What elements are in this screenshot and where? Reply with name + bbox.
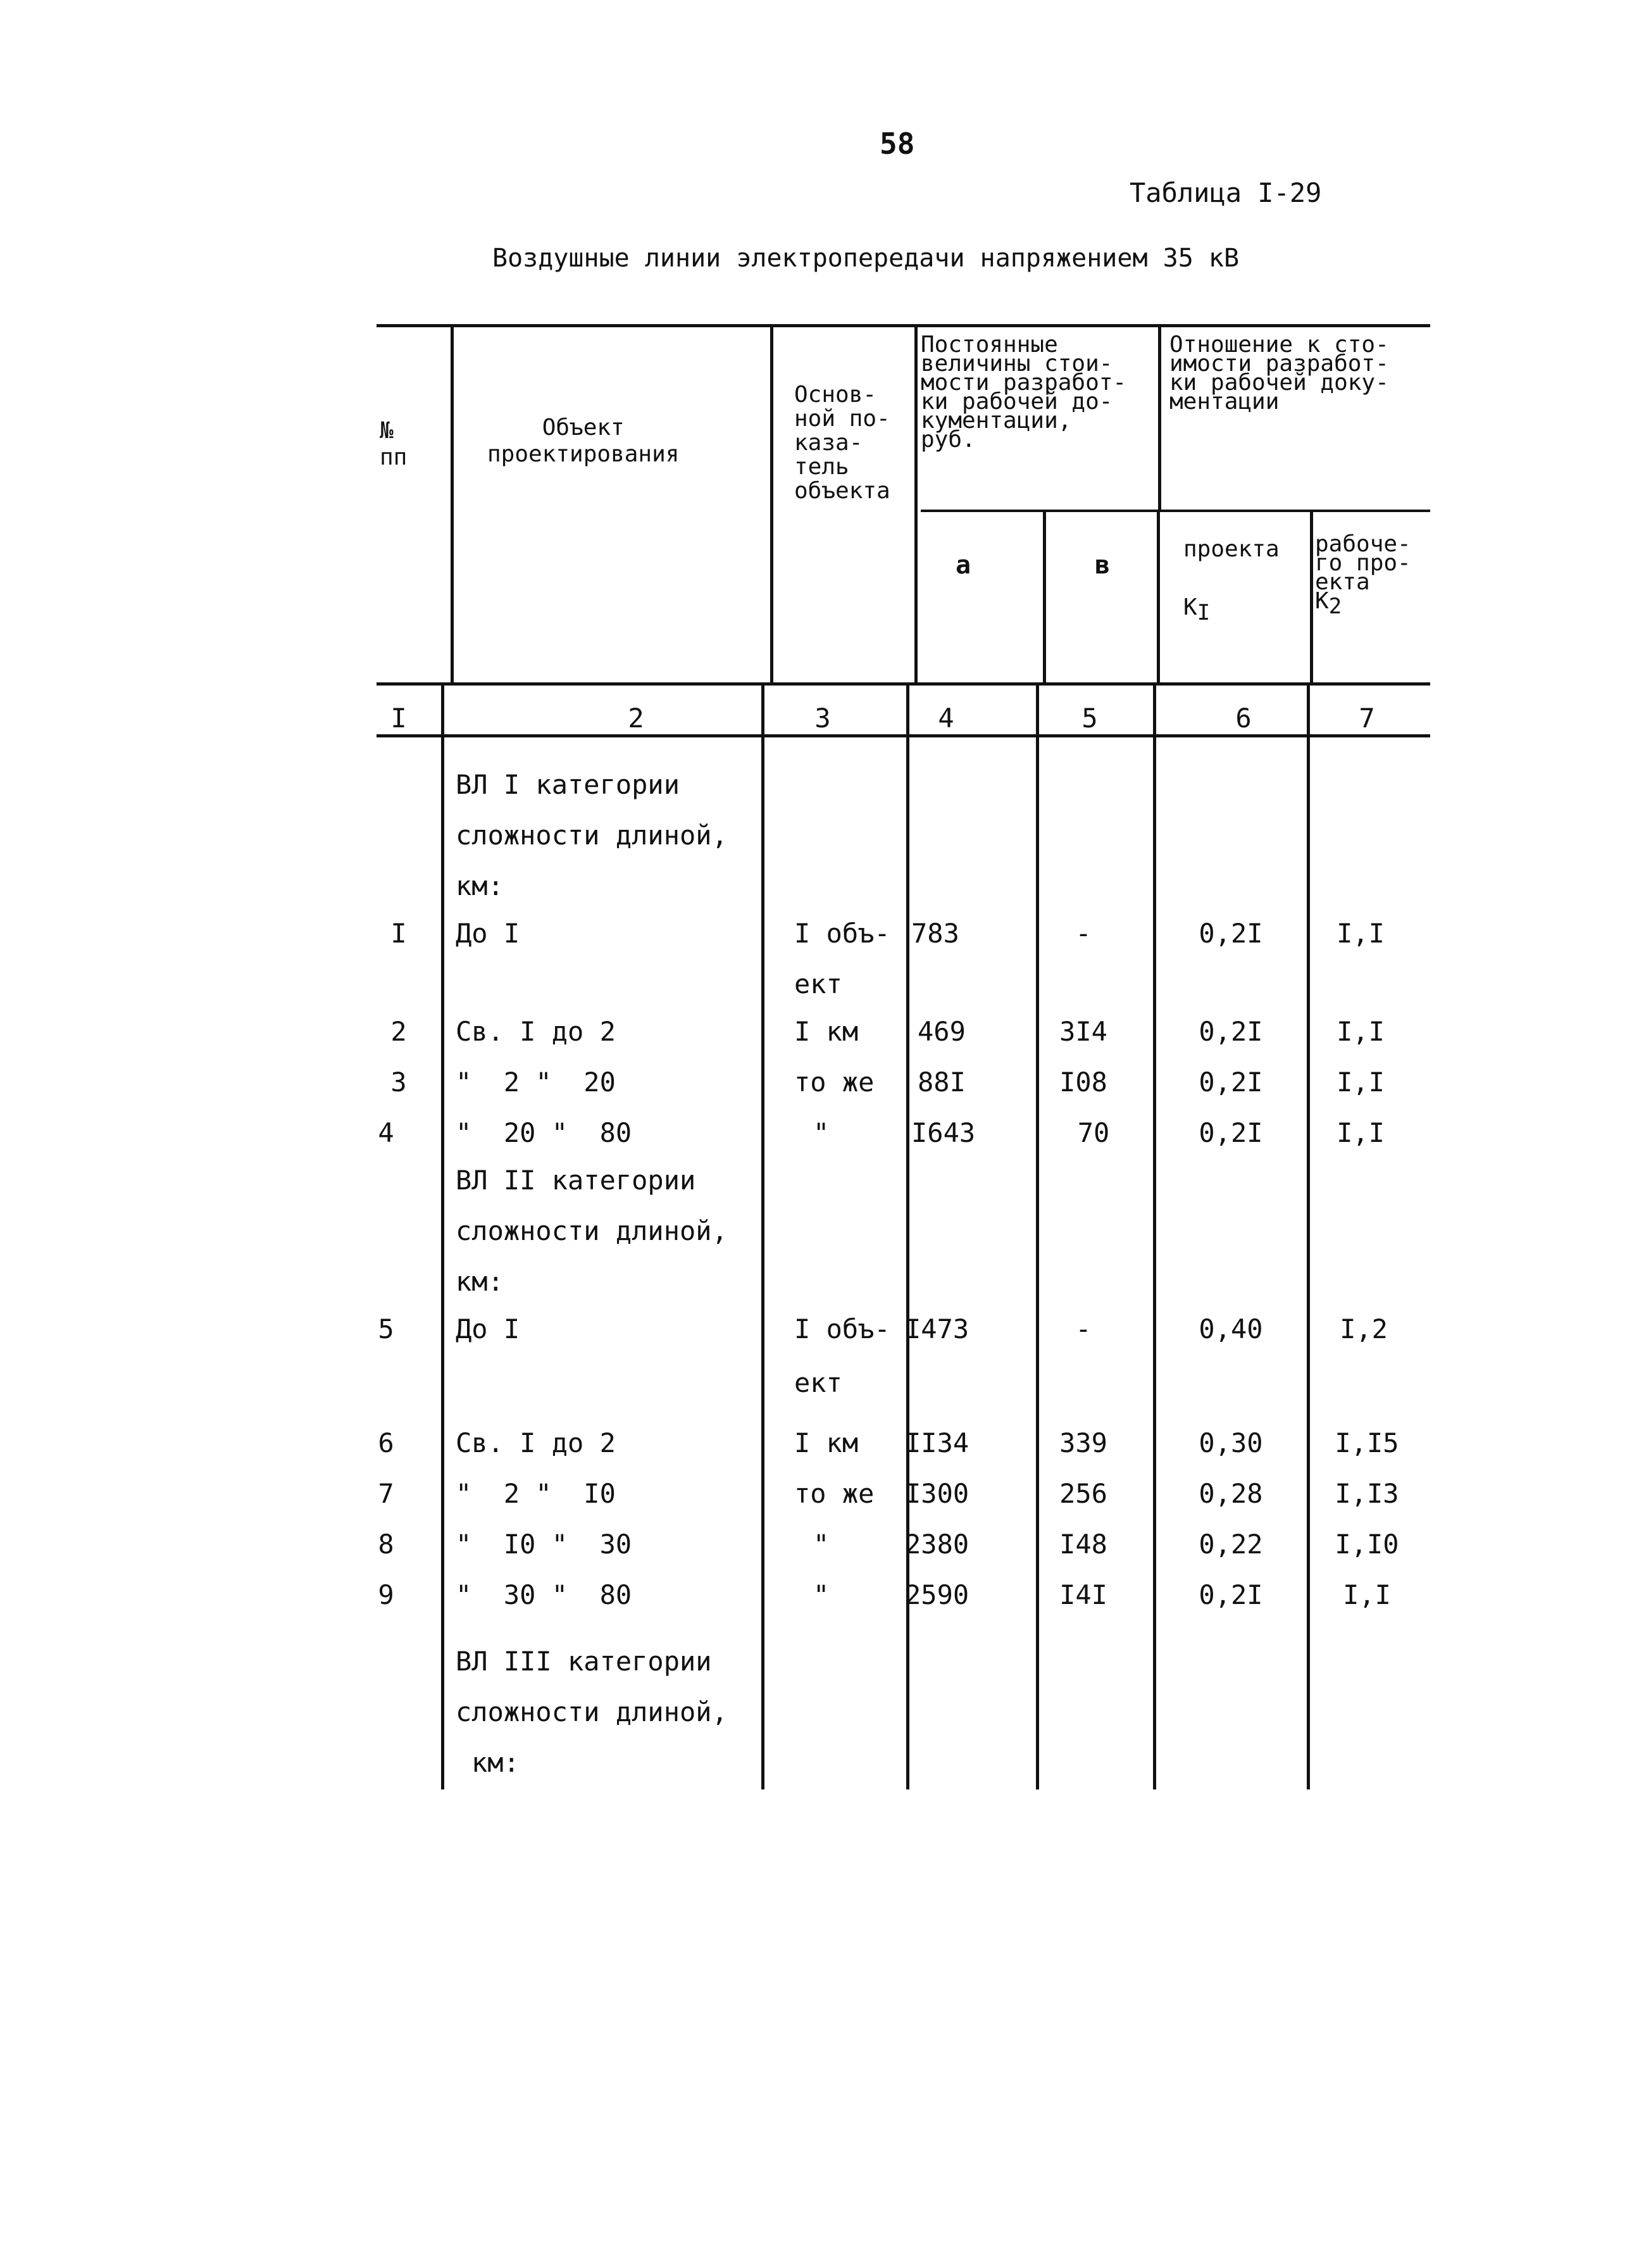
group-2-line-2: сложности длиной, <box>456 1215 728 1246</box>
row-value-b: - <box>1075 1313 1092 1344</box>
row-indicator: I км <box>794 1016 859 1047</box>
column-number-5: 5 <box>1081 703 1098 734</box>
row-indicator: то же <box>794 1067 875 1098</box>
row-ratio-k1: 0,2I <box>1199 1579 1263 1610</box>
row-number: 7 <box>378 1478 394 1509</box>
group-3-line-3: км: <box>471 1747 520 1778</box>
row-ratio-k1: 0,2I <box>1199 1016 1263 1047</box>
table-top-rule <box>377 324 1430 327</box>
row-ratio-k1: 0,28 <box>1199 1478 1263 1509</box>
header-a: а <box>956 551 971 580</box>
header-working-project <box>1315 531 1411 620</box>
group-3-line-2: сложности длиной, <box>456 1696 728 1727</box>
header-bottom-rule <box>377 682 1430 686</box>
group-1-line-3: км: <box>456 870 504 901</box>
row-value-a: 88I <box>918 1067 966 1098</box>
row-ratio-k2: I,I0 <box>1335 1529 1399 1560</box>
row-ratio-k1: 0,22 <box>1199 1529 1263 1560</box>
row-ratio-k1: 0,30 <box>1199 1427 1263 1458</box>
row-value-b: I08 <box>1059 1067 1107 1098</box>
row-object: До I <box>456 918 520 949</box>
row-value-a: II34 <box>905 1427 969 1458</box>
row-ratio-k2: I,I <box>1337 1016 1385 1047</box>
body-vrule-1 <box>441 685 444 1789</box>
header-ratio-group: Отношение к сто- имости разработ- ки рабочей доку- ментации <box>1169 332 1389 415</box>
body-vrule-3 <box>906 685 909 1789</box>
row-object: " I0 " 30 <box>456 1529 632 1560</box>
row-value-b: 339 <box>1059 1427 1107 1458</box>
row-number: 5 <box>378 1313 394 1344</box>
colnum-bottom-rule <box>377 734 1430 737</box>
row-value-a: I643 <box>911 1117 976 1148</box>
row-number: 8 <box>378 1529 394 1560</box>
page-number: 58 <box>880 127 915 161</box>
row-indicator-cont: ект <box>794 968 842 999</box>
row-number: 2 <box>390 1016 407 1047</box>
body-vrule-2 <box>761 685 764 1789</box>
row-indicator: I км <box>794 1427 859 1458</box>
header-vrule-2 <box>770 324 773 685</box>
column-number-7: 7 <box>1359 703 1375 734</box>
row-value-b: 3I4 <box>1059 1016 1107 1047</box>
header-indicator: Основ- ной по- каза- тель объекта <box>794 382 890 504</box>
row-ratio-k1: 0,2I <box>1199 918 1263 949</box>
row-object: " 30 " 80 <box>456 1579 632 1610</box>
row-ratio-k2: I,I5 <box>1335 1427 1399 1458</box>
row-object: Св. I до 2 <box>456 1427 616 1458</box>
header-vrule-1 <box>451 324 454 685</box>
column-number-3: 3 <box>814 703 831 734</box>
row-value-a: I473 <box>905 1313 969 1344</box>
row-value-a: 783 <box>911 918 959 949</box>
row-indicator: " <box>813 1529 830 1560</box>
row-value-a: 2380 <box>905 1529 969 1560</box>
row-ratio-k2: I,I <box>1337 918 1385 949</box>
row-value-a: 469 <box>918 1016 966 1047</box>
row-indicator: " <box>813 1579 830 1610</box>
body-vrule-6 <box>1307 685 1310 1789</box>
header-vrule-6 <box>1157 510 1160 685</box>
column-number-4: 4 <box>938 703 954 734</box>
row-object: " 2 " 20 <box>456 1067 616 1098</box>
row-value-b: - <box>1075 918 1092 949</box>
row-value-b: 70 <box>1077 1117 1110 1148</box>
row-number: 3 <box>390 1067 407 1098</box>
header-working-project-sub: 2 <box>1328 594 1342 620</box>
group-1-line-2: сложности длиной, <box>456 820 728 851</box>
row-number: 9 <box>378 1579 394 1610</box>
row-ratio-k2: I,I3 <box>1335 1478 1399 1509</box>
body-vrule-4 <box>1036 685 1039 1789</box>
header-vrule-5 <box>1043 510 1046 685</box>
row-ratio-k2: I,2 <box>1340 1313 1388 1344</box>
row-number: I <box>390 918 407 949</box>
row-value-b: 256 <box>1059 1478 1107 1509</box>
row-number: 6 <box>378 1427 394 1458</box>
column-number-6: 6 <box>1235 703 1252 734</box>
body-vrule-5 <box>1153 685 1156 1789</box>
row-indicator: " <box>813 1117 830 1148</box>
header-constant-group: Постоянные величины стои- мости разработ- ки рабочей до- кументации, руб. <box>921 332 1127 453</box>
row-value-b: I4I <box>1059 1579 1107 1610</box>
column-number-1: I <box>390 703 407 734</box>
header-object: Объект проектирования <box>487 415 680 467</box>
row-indicator: то же <box>794 1478 875 1509</box>
header-number: № пп <box>380 418 408 470</box>
group-2-line-3: км: <box>456 1266 504 1297</box>
row-number: 4 <box>378 1117 394 1148</box>
row-ratio-k1: 0,2I <box>1199 1067 1263 1098</box>
row-indicator: I объ- <box>794 918 890 949</box>
group-1-line-1: ВЛ I категории <box>456 769 680 800</box>
row-ratio-k1: 0,40 <box>1199 1313 1263 1344</box>
row-value-b: I48 <box>1059 1529 1107 1560</box>
header-project <box>1183 535 1280 627</box>
row-object: До I <box>456 1313 520 1344</box>
row-ratio-k2: I,I <box>1343 1579 1391 1610</box>
header-subrule <box>921 510 1430 512</box>
row-object: Св. I до 2 <box>456 1016 616 1047</box>
header-working-project-text: рабоче- го про- екта K <box>1315 531 1411 614</box>
row-ratio-k2: I,I <box>1337 1067 1385 1098</box>
header-vrule-4 <box>1158 324 1161 511</box>
row-value-a: I300 <box>905 1478 969 1509</box>
group-3-line-1: ВЛ III категории <box>456 1646 712 1677</box>
row-indicator-cont: ект <box>794 1367 842 1398</box>
row-ratio-k1: 0,2I <box>1199 1117 1263 1148</box>
column-number-2: 2 <box>628 703 644 734</box>
row-object: " 20 " 80 <box>456 1117 632 1148</box>
group-2-line-1: ВЛ II категории <box>456 1165 696 1196</box>
row-ratio-k2: I,I <box>1337 1117 1385 1148</box>
header-project-text: проекта K <box>1183 536 1280 620</box>
header-b: в <box>1095 551 1111 580</box>
row-indicator: I объ- <box>794 1313 890 1344</box>
table-title: Воздушные линии электропередачи напряжением 35 кВ <box>492 244 1240 273</box>
header-vrule-7 <box>1310 510 1313 685</box>
header-vrule-3 <box>914 324 918 685</box>
row-value-a: 2590 <box>905 1579 969 1610</box>
row-object: " 2 " I0 <box>456 1478 616 1509</box>
table-label: Таблица I-29 <box>1130 177 1322 208</box>
header-project-sub: I <box>1197 600 1211 626</box>
